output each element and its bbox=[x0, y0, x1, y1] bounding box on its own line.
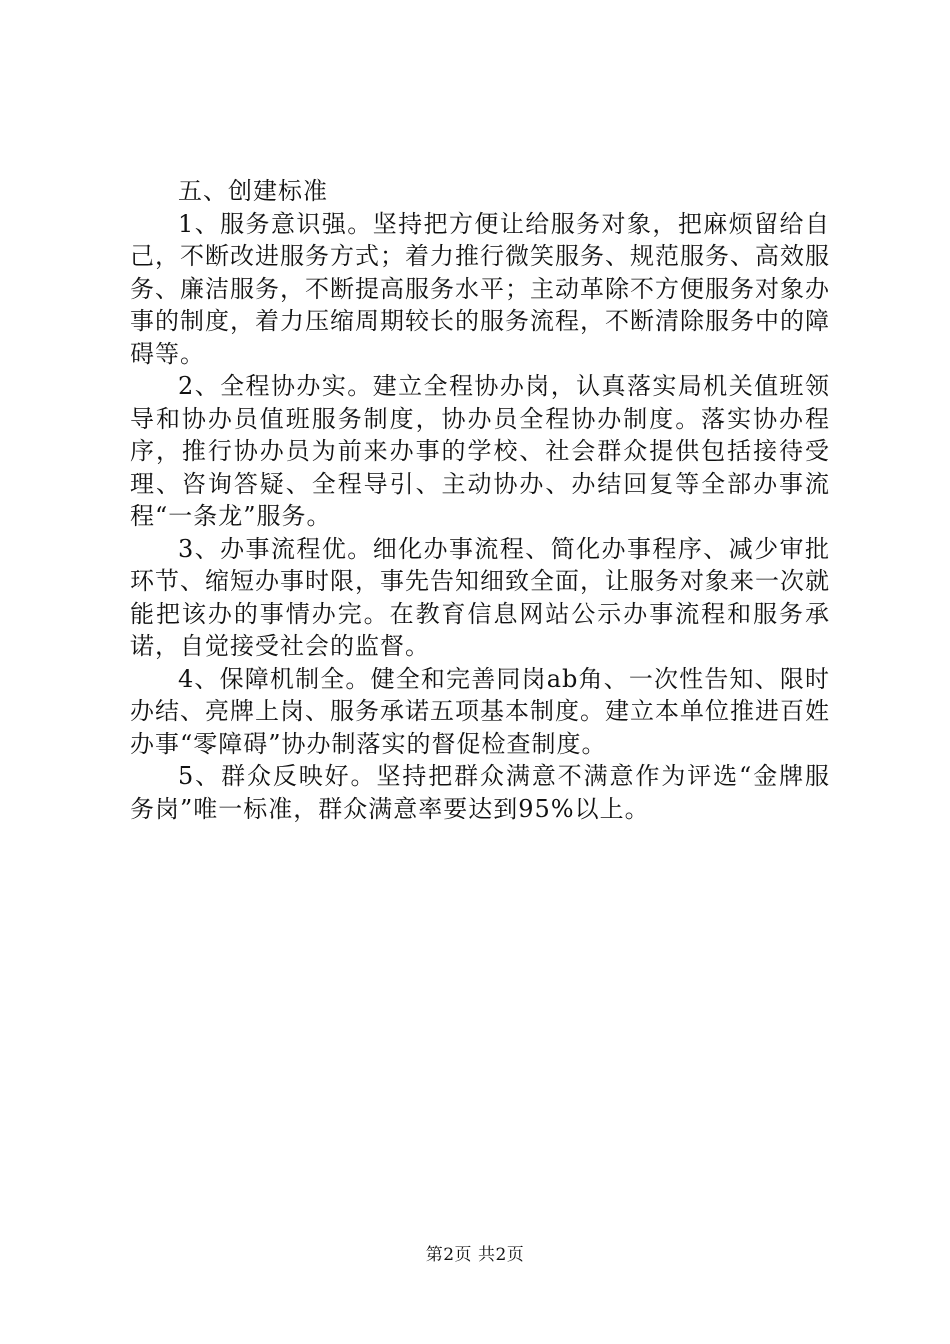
paragraph-guarantee-mechanism: 4、保障机制全。健全和完善同岗ab角、一次性告知、限时办结、亮牌上岗、服务承诺五项基本制度。建立本单位推进百姓办事“零障碍”协办制落实的督促检查制度。 bbox=[130, 664, 830, 758]
paragraph-public-feedback: 5、群众反映好。坚持把群众满意不满意作为评选“金牌服务岗”唯一标准，群众满意率要达到95%以上。 bbox=[130, 762, 830, 823]
section-heading: 五、创建标准 bbox=[178, 177, 328, 205]
paragraph-service-awareness: 1、服务意识强。坚持把方便让给服务对象，把麻烦留给自己，不断改进服务方式；着力推行微笑服务、规范服务、高效服务、廉洁服务，不断提高服务水平；主动革除不方便服务对象办事的制度，着力压缩周期较长的服务流程，不断清除服务中的障碍等。 bbox=[130, 209, 830, 368]
document-body bbox=[130, 175, 830, 825]
paragraph-process-optimization: 3、办事流程优。细化办事流程、简化办事程序、减少审批环节、缩短办事时限，事先告知细致全面，让服务对象来一次就能把该办的事情办完。在教育信息网站公示办事流程和服务承诺，自觉接受社会的监督。 bbox=[130, 534, 830, 660]
page-number-footer: 第2页 共2页 bbox=[425, 1245, 525, 1265]
paragraph-full-assistance: 2、全程协办实。建立全程协办岗，认真落实局机关值班领导和协办员值班服务制度，协办员全程协办制度。落实协办程序，推行协办员为前来办事的学校、社会群众提供包括接待受理、咨询答疑、全程导引、主动协办、办结回复等全部办事流程“一条龙”服务。 bbox=[130, 372, 830, 530]
